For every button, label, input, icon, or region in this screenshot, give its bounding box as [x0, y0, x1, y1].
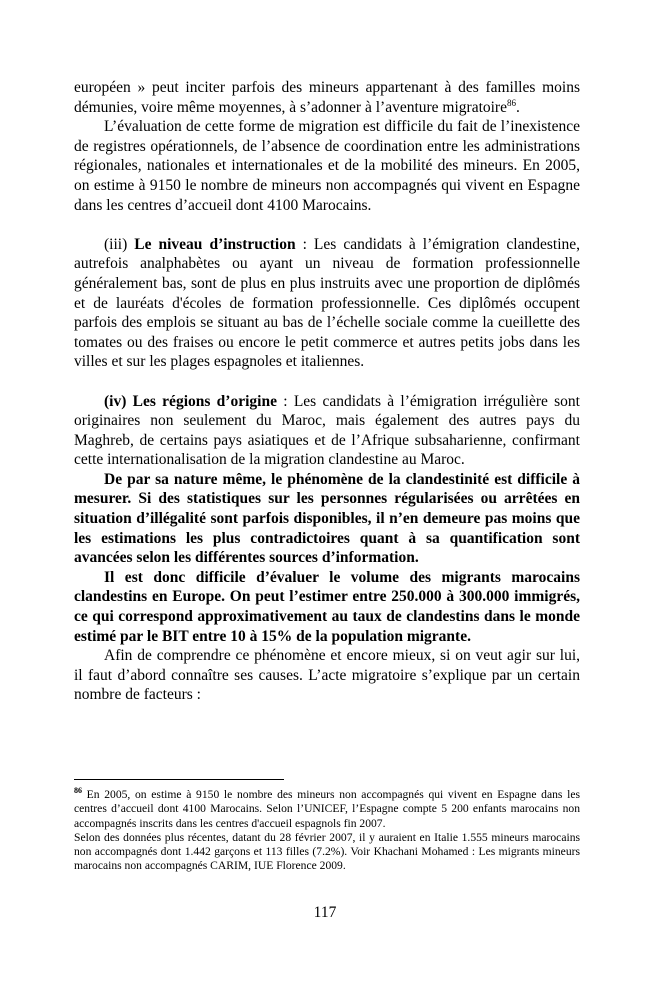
- footnote-number: 86: [74, 786, 82, 796]
- page-number: 117: [313, 904, 337, 921]
- paragraph-instruction: (iii) Le niveau d’instruction : Les candidats à l’émigration clandestine, autrefois analphabètes ou ayant un niveau de formation professionnelle généralement bas, sont de plus en plus instruits avec une proportion de diplômés et de lauréats d'écoles de formation professionnelle. Ces diplômés occupent parfois des emplois se situant au bas de l’échelle sociale comme la cueillette des tomates ou des fraises ou encore le petit commerce et autres petits jobs dans les villes et sur les plages espagnoles et italiennes.: [74, 235, 581, 371]
- footnote-paragraph-1: $^{86}$ En 2005, on estime à 9150 le nombre des mineurs non accompagnés qui vivent en Espagne dans les centres d’accueil dont 4100 Marocains. Selon l’UNICEF, l’Espagne compte 5 200 enfants marocains non accompagnés inscrits dans les centres d'accueil espagnols fin 2007.: [74, 786, 580, 830]
- section-heading-instruction: Le niveau d’instruction: [134, 235, 296, 253]
- paragraph-regions: (iv) Les régions d’origine : Les candidats à l’émigration irrégulière sont originaires non seulement du Maroc, mais également des autres pays du Maghreb, de certains pays asiatiques et de l’Afrique subsaharienne, confirmant cette internationalisation de la migration clandestine au Maroc.: [74, 392, 580, 469]
- footnote-divider: [74, 779, 284, 780]
- body-text: [74, 78, 580, 705]
- footnote-ref[interactable]: 86: [506, 97, 516, 108]
- section-heading-regions: (iv) Les régions d’origine: [104, 392, 277, 410]
- paragraph-causes: Afin de comprendre ce phénomène et encore mieux, si on veut agir sur lui, il faut d’abord connaître ses causes. L’acte migratoire s’explique par un certain nombre de facteurs :: [74, 647, 580, 704]
- paragraph-volume: Il est donc difficile d’évaluer le volume des migrants marocains clandestins en Europe. On peut l’estimer entre 250.000 à 300.000 immigrés, ce qui correspond approximativement au taux de clandestins dans le monde estimé par le BIT entre 10 à 15% de la population migrante.: [74, 568, 580, 645]
- footnote-paragraph-2: Selon des données plus récentes, datant du 28 février 2007, il y auraient en Italie 1.555 mineurs marocains non accompagnés dont 1.442 garçons et 113 filles (7.2%). Voir Khachani Mohamed : Les migrants mineurs marocains non accompagnés CARIM, IUE Florence 2009.: [74, 830, 580, 873]
- paragraph-continuation: européen » peut inciter parfois des mineurs appartenant à des familles moins démunies, voire même moyennes, à s’adonner à l’aventure migratoire$^{86}$.: [74, 79, 580, 116]
- paragraph-evaluation: L’évaluation de cette forme de migration est difficile du fait de l’inexistence de registres opérationnels, de l’absence de coordination entre les administrations régionales, nationales et internationales et de la mobilité des mineurs. En 2005, on estime à 9150 le nombre de mineurs non accompagnés qui vivent en Espagne dans les centres d’accueil dont 4100 Marocains.: [74, 118, 580, 214]
- footnote: [74, 788, 580, 874]
- paragraph-clandestinite: De par sa nature même, le phénomène de la clandestinité est difficile à mesurer. Si des statistiques sur les personnes régularisées ou arrêtées en situation d’illégalité sont parfois disponibles, il n’en demeure pas moins que les estimations les plus contradictoires quant à sa quantification sont avancées selon les différentes sources d’information.: [74, 470, 580, 567]
